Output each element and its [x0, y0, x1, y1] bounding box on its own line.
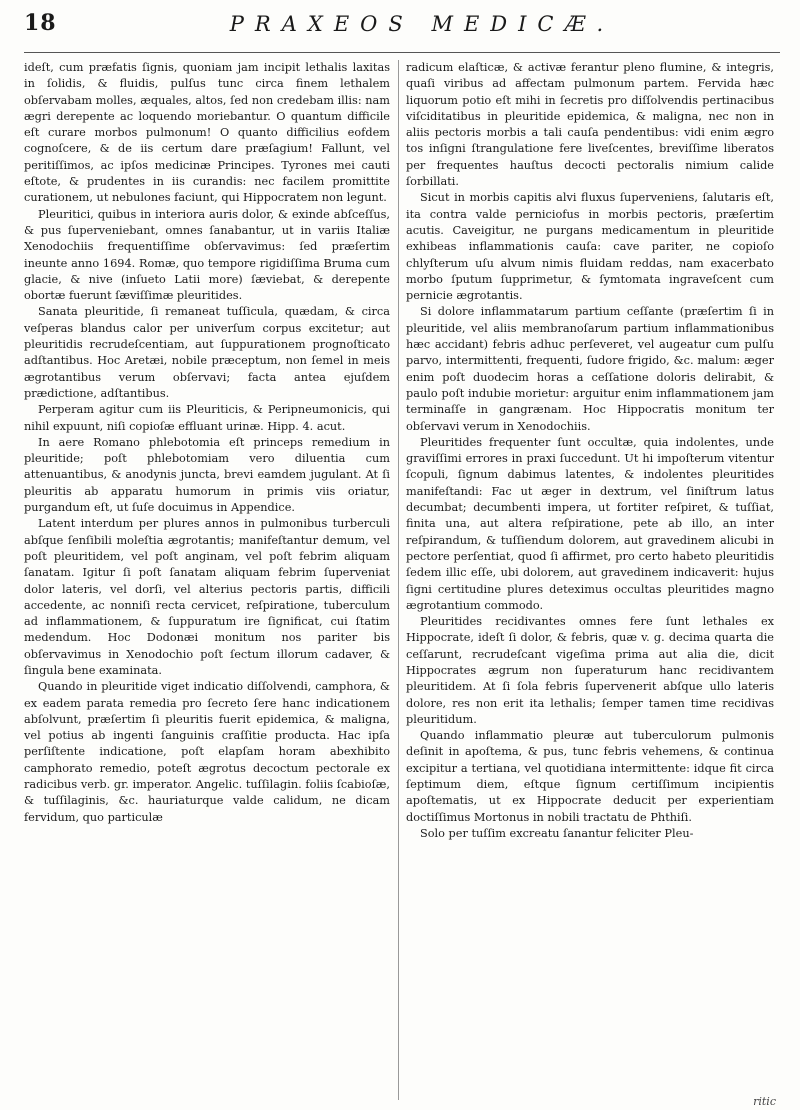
- paragraph: Sanata pleuritide, ſi remaneat tuſſicula, quædam, & circa veſperas blandus calor per univerſum corpus excitetur; aut pleuritidis recrudeſcentiam, aut ſuppurationem prognoſticato adſtantibus. Hoc Aretæi, nobile præceptum, non ſemel in meis ægrotantibus verum obſervavi; facta antea ejuſdem prædictione, adſtantibus.: [24, 305, 390, 400]
- column-divider: [398, 60, 399, 1100]
- page-number: 18: [24, 10, 57, 36]
- right-column: [406, 60, 774, 1105]
- paragraph: Pleuritides recidivantes omnes fere ſunt lethales ex Hippocrate, ideſt ſi dolor, & febris, quæ v. g. decima quarta die ceſſarunt, recrudeſcant vigeſima prima aut alia die, dicit Hippocrates ægrum non ſuperaturum hanc recidivantem pleuritidem. At ſi ſola febris ſupervenerit abſque ullo lateris dolore, res non erit ita lethalis; ſemper tamen time recidivas pleuritidum.: [406, 615, 774, 726]
- page-header: [24, 6, 780, 46]
- running-title: PRAXEOS MEDICÆ.: [229, 12, 615, 36]
- paragraph: Si dolore inflammatarum partium ceſſante (præſertim ſi in pleuritide, vel aliis membranoſarum partium inflammationibus hæc accidant) febris adhuc perſeveret, vel augeatur cum pulſu parvo, intermittenti, frequenti, ſudore frigido, &c. malum: æger enim poſt duodecim horas a ceſſatione doloris delirabit, & paulo poſt indubie morietur: arguitur enim inflammationem jam terminaſſe in gangrænam. Hoc Hippocratis monitum ter obſervavi verum in Xenodochiis.: [406, 305, 774, 433]
- header-rule: [24, 52, 780, 53]
- paragraph: Quando inflammatio pleuræ aut tuberculorum pulmonis deſinit in apoſtema, & pus, tunc febris vehemens, & continua excipitur a tertiana, vel quotidiana intermittente: idque fit circa ſeptimum diem, eſtque ſignum certiſſimum incipientis apoſtematis, ut ex Hippocrate deducit per experientiam doctiſſimus Mortonus in nobili tractatu de Phthiſi.: [406, 729, 774, 824]
- paragraph: Quando in pleuritide viget indicatio diſſolvendi, camphora, & ex eadem parata remedia pro ſecreto ſere hanc indicationem abſolvunt, præſertim ſi pleuritis fuerit epidemica, & maligna, vel potius ab ingenti ſanguinis craſſitie producta. Hac ipſa perſiſtente indicatione, poſt elapſam horam abexhibito camphorato remedio, poteſt ægrotus decoctum pectorale ex radicibus verb. gr. imperator. Angelic. tuſſilagin. foliis ſcabioſæ, & tuſſilaginis, &c. hauriaturque valde calidum, ne dicam fervidum, quo particulæ: [24, 680, 390, 824]
- paragraph: Pleuritici, quibus in interiora auris dolor, & exinde abſceſſus, & pus ſuperveniebant, omnes ſanabantur, ut in variis Italiæ Xenodochiis frequentiſſime obſervavimus: ſed præſertim ineunte anno 1694. Romæ, quo tempore rigidiſſima Bruma cum glacie, & nive (inſueto Latii more) ſæviebat, & derepente obortæ fuerunt ſæviſſimæ pleuritides.: [24, 207, 390, 303]
- paragraph: ideſt, cum præfatis ſignis, quoniam jam incipit lethalis laxitas in ſolidis, & fluidis, pulſus tunc circa finem lethalem obſervabam molles, æquales, altos, ſed non credebam illis: nam ægri derepente ac loquendo moriebantur. O quantum difficile eſt curare morbos pulmonum! O quanto difficilius eofdem cognoſcere, & de iis certum dare præſagium! Fallunt, vel peritiſſimos, ac ipſos medicinæ Principes. Tyrones mei cauti eſtote, & prudentes in iis curandis: nec facilem promittite curationem, ut nebulones faciunt, qui Hippocratem non legunt.: [24, 61, 390, 205]
- paragraph: Sicut in morbis capitis alvi fluxus ſuperveniens, ſalutaris eſt, ita contra valde perniciofus in morbis pectoris, præſertim acutis. Caveigitur, ne purgans medicamentum in pleuritide exhibeas inflammationis cauſa: cave pariter, ne copioſo chlyſterum uſu alvum nimis fluidam reddas, nam exacerbato morbo ſputum ſupprimetur, & ſymtomata ingraveſcent cum pernicie ægrotantis.: [406, 191, 774, 303]
- paragraph: Latent interdum per plures annos in pulmonibus turberculi abſque ſenſibili moleſtia ægrotantis; manifeſtantur demum, vel poſt pleuritidem, vel poſt anginam, vel poſt febrim aliquam ſanatam. Igitur ſi poſt ſanatam aliquam febrim ſuperveniat dolor lateris, vel dorſi, vel alterius pectoris partis, difficili accedente, ac nonniſi recta cervicet, reſpiratione, tuberculum ad inflammationem, & ſuppuratum ire ſignificat, cui ſtatim medendum. Hoc Dodonæi monitum nos pariter bis obſervavimus in Xenodochio poſt ſectum illorum cadaver, & ſingula bene examinata.: [24, 517, 390, 677]
- paragraph: Solo per tuſſim excreatu ſanantur feliciter Pleu-: [420, 826, 694, 840]
- paragraph: In aere Romano phlebotomia eſt princeps remedium in pleuritide; poſt phlebotomiam vero diluentia cum attenuantibus, & anodynis juncta, brevi eamdem jugulant. At ſi pleuritis ab apparatu humorum in primis viis oriatur, purgandum eſt, ut ſuſe docuimus in Appendice.: [24, 435, 390, 515]
- catchword: ritic: [753, 1095, 776, 1108]
- paragraph: Pleuritides frequenter ſunt occultæ, quia indolentes, unde graviſſimi errores in praxi ſuccedunt. Ut hi impoſterum vitentur ſcopuli, ſignum dabimus latentes, & indolentes pleuritides manifeſtandi: Fac ut æger in dextrum, vel ſiniſtrum latus decumbat; decumbenti impera, ut fortiter reſpiret, & tuſſiat, finita una, aut altera reſpiratione, pete ab illo, an inter reſpirandum, & tuſſiendum dolorem, aut gravedinem alicubi in pectore perſentiat, quod ſi affirmet, pro certo habeto pleuritidis ſedem illic eſſe, ubi dolorem, aut gravedinem indicaverit: hujus ſigni certitudine plures deteximus occultas pleuritides magno ægrotantium commodo.: [406, 435, 774, 612]
- paragraph: radicum elaſticæ, & activæ ferantur pleno flumine, & integris, quaſi viribus ad affectam pulmonum partem. Fervida hæc liquorum potio eſt mihi in ſecretis pro diſſolvendis pertinacibus viſciditatibus in pleuritide epidemica, & maligna, nec non in aliis pectoris morbis a tali cauſa pendentibus: vidi enim ægro tos inſigni ſtrangulatione fere liveſcentes, breviſſime liberatos per frequentes hauſtus decocti pectoralis nimium calide ſorbillati.: [406, 61, 774, 189]
- paragraph: Perperam agitur cum iis Pleuriticis, & Peripneumonicis, qui nihil expuunt, niſi copioſæ effluant urinæ. Hipp. 4. acut.: [24, 403, 390, 433]
- left-column: [24, 60, 390, 1100]
